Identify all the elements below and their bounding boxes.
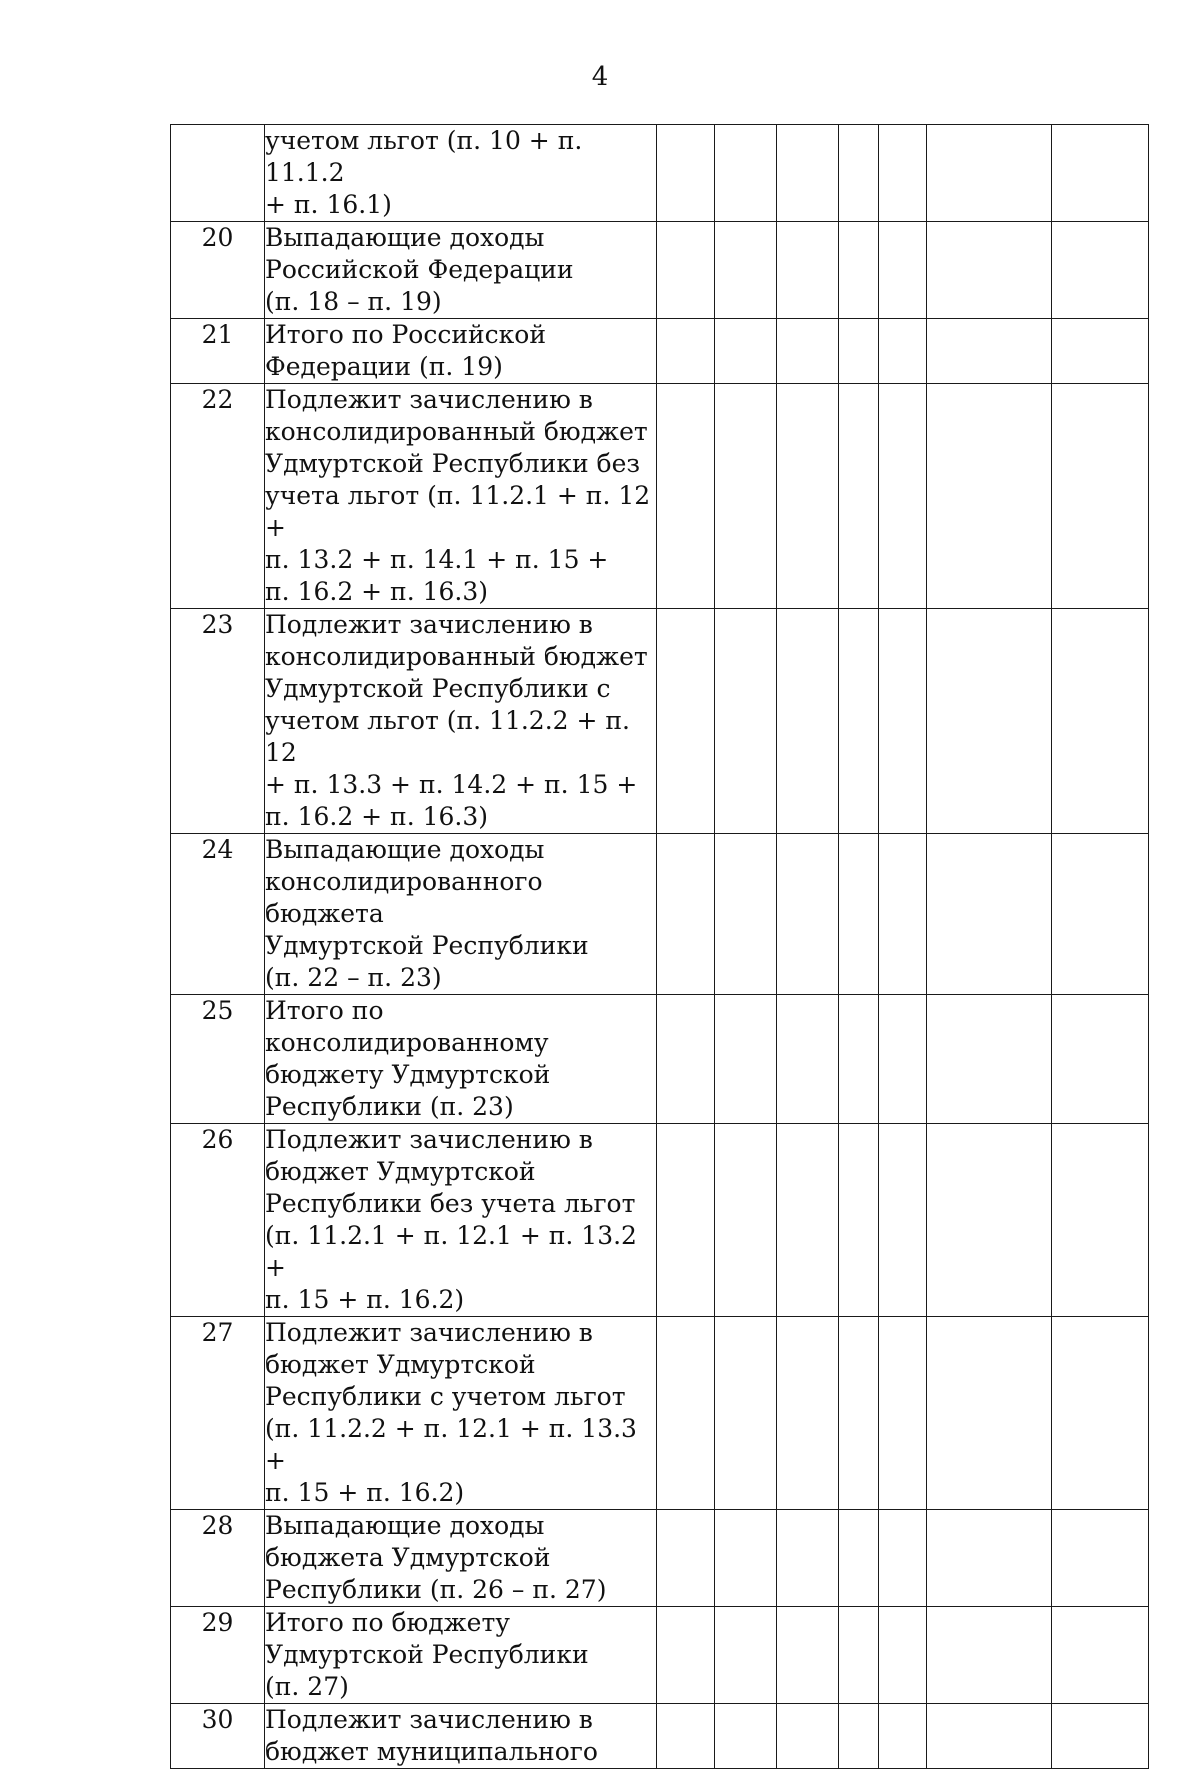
value-cell	[1052, 384, 1149, 609]
row-description	[265, 1704, 657, 1769]
value-cell	[879, 1607, 927, 1704]
row-description	[265, 609, 657, 834]
value-cell	[657, 834, 715, 995]
row-number: 28	[171, 1510, 265, 1607]
row-number: 30	[171, 1704, 265, 1769]
value-cell	[1052, 125, 1149, 222]
value-cell	[657, 1317, 715, 1510]
value-cell	[777, 995, 839, 1124]
value-cell	[777, 1510, 839, 1607]
row-number: 23	[171, 609, 265, 834]
value-cell	[927, 319, 1052, 384]
table-row	[171, 1510, 1149, 1607]
value-cell	[839, 1607, 879, 1704]
value-cell	[1052, 1124, 1149, 1317]
row-description-text: Подлежит зачислению в бюджет Удмуртской Республики без учета льгот (п. 11.2.1 + п. 12.1 + п. 13.2 + п. 15 + п. 16.2)	[265, 1125, 637, 1314]
value-cell	[879, 125, 927, 222]
value-cell	[879, 319, 927, 384]
table-row	[171, 125, 1149, 222]
value-cell	[927, 384, 1052, 609]
value-cell	[839, 319, 879, 384]
table-row	[171, 319, 1149, 384]
value-cell	[657, 1510, 715, 1607]
table-row	[171, 995, 1149, 1124]
table-row	[171, 1704, 1149, 1769]
value-cell	[657, 1124, 715, 1317]
value-cell	[839, 222, 879, 319]
row-number: 24	[171, 834, 265, 995]
row-description	[265, 995, 657, 1124]
value-cell	[927, 1704, 1052, 1769]
value-cell	[927, 834, 1052, 995]
value-cell	[657, 609, 715, 834]
value-cell	[1052, 1704, 1149, 1769]
value-cell	[777, 1607, 839, 1704]
value-cell	[1052, 995, 1149, 1124]
value-cell	[657, 1607, 715, 1704]
table-row	[171, 834, 1149, 995]
value-cell	[927, 1317, 1052, 1510]
value-cell	[879, 1510, 927, 1607]
row-number: 27	[171, 1317, 265, 1510]
value-cell	[1052, 834, 1149, 995]
value-cell	[839, 125, 879, 222]
value-cell	[715, 1510, 777, 1607]
row-description	[265, 1510, 657, 1607]
budget-table	[170, 124, 1149, 1769]
value-cell	[1052, 1317, 1149, 1510]
row-description-text: Выпадающие доходы бюджета Удмуртской Республики (п. 26 – п. 27)	[265, 1511, 607, 1604]
table-row	[171, 384, 1149, 609]
row-description-text: учетом льгот (п. 10 + п. 11.1.2 + п. 16.1)	[265, 126, 583, 219]
value-cell	[927, 1607, 1052, 1704]
value-cell	[879, 1317, 927, 1510]
value-cell	[715, 834, 777, 995]
row-description	[265, 1607, 657, 1704]
row-number: 21	[171, 319, 265, 384]
row-description-text: Выпадающие доходы Российской Федерации (п. 18 – п. 19)	[265, 223, 574, 316]
value-cell	[715, 1124, 777, 1317]
value-cell	[927, 1510, 1052, 1607]
value-cell	[1052, 1510, 1149, 1607]
value-cell	[1052, 319, 1149, 384]
value-cell	[1052, 222, 1149, 319]
value-cell	[777, 609, 839, 834]
value-cell	[777, 222, 839, 319]
row-description	[265, 125, 657, 222]
value-cell	[1052, 609, 1149, 834]
row-description	[265, 384, 657, 609]
value-cell	[879, 1704, 927, 1769]
value-cell	[715, 319, 777, 384]
row-description-text: Подлежит зачислению в консолидированный бюджет Удмуртской Республики без учета льгот (п. 11.2.1 + п. 12 + п. 13.2 + п. 14.1 + п. 15 + п. 16.2 + п. 16.3)	[265, 385, 651, 606]
value-cell	[777, 384, 839, 609]
row-description-text: Итого по консолидированному бюджету Удмуртской Республики (п. 23)	[265, 996, 551, 1121]
value-cell	[657, 1704, 715, 1769]
row-description-text: Подлежит зачислению в бюджет Удмуртской Республики с учетом льгот (п. 11.2.2 + п. 12.1 + п. 13.3 + п. 15 + п. 16.2)	[265, 1318, 637, 1507]
value-cell	[927, 609, 1052, 834]
page-number: 4	[591, 62, 609, 92]
value-cell	[777, 834, 839, 995]
row-number: 26	[171, 1124, 265, 1317]
row-description-text: Выпадающие доходы консолидированного бюджета Удмуртской Республики (п. 22 – п. 23)	[265, 835, 589, 992]
value-cell	[839, 1124, 879, 1317]
value-cell	[1052, 1607, 1149, 1704]
row-description-text: Подлежит зачислению в бюджет муниципального	[265, 1705, 598, 1766]
table-row	[171, 1317, 1149, 1510]
value-cell	[839, 384, 879, 609]
value-cell	[657, 319, 715, 384]
value-cell	[879, 384, 927, 609]
value-cell	[777, 1704, 839, 1769]
row-description	[265, 1124, 657, 1317]
row-number	[171, 125, 265, 222]
value-cell	[715, 1607, 777, 1704]
value-cell	[879, 609, 927, 834]
row-number: 25	[171, 995, 265, 1124]
value-cell	[657, 125, 715, 222]
row-number: 29	[171, 1607, 265, 1704]
row-description	[265, 834, 657, 995]
value-cell	[839, 995, 879, 1124]
row-number: 20	[171, 222, 265, 319]
value-cell	[839, 1704, 879, 1769]
value-cell	[839, 1317, 879, 1510]
value-cell	[839, 834, 879, 995]
table-row	[171, 1124, 1149, 1317]
value-cell	[839, 609, 879, 834]
value-cell	[715, 995, 777, 1124]
value-cell	[657, 995, 715, 1124]
table-row	[171, 1607, 1149, 1704]
table-row	[171, 222, 1149, 319]
value-cell	[777, 319, 839, 384]
value-cell	[657, 384, 715, 609]
value-cell	[777, 1124, 839, 1317]
value-cell	[927, 222, 1052, 319]
row-description	[265, 1317, 657, 1510]
value-cell	[927, 995, 1052, 1124]
table-body	[171, 125, 1149, 1769]
value-cell	[777, 125, 839, 222]
value-cell	[839, 1510, 879, 1607]
row-description-text: Итого по Российской Федерации (п. 19)	[265, 320, 546, 381]
value-cell	[927, 125, 1052, 222]
row-description-text: Итого по бюджету Удмуртской Республики (п. 27)	[265, 1608, 589, 1701]
value-cell	[777, 1317, 839, 1510]
value-cell	[879, 222, 927, 319]
value-cell	[715, 1317, 777, 1510]
value-cell	[657, 222, 715, 319]
value-cell	[715, 125, 777, 222]
value-cell	[879, 995, 927, 1124]
value-cell	[715, 1704, 777, 1769]
value-cell	[879, 1124, 927, 1317]
row-description	[265, 319, 657, 384]
value-cell	[715, 609, 777, 834]
row-description	[265, 222, 657, 319]
table-row	[171, 609, 1149, 834]
row-description-text: Подлежит зачислению в консолидированный бюджет Удмуртской Республики с учетом льгот (п. 11.2.2 + п. 12 + п. 13.3 + п. 14.2 + п. 15 + п. 16.2 + п. 16.3)	[265, 610, 648, 831]
value-cell	[715, 222, 777, 319]
value-cell	[879, 834, 927, 995]
value-cell	[927, 1124, 1052, 1317]
value-cell	[715, 384, 777, 609]
row-number: 22	[171, 384, 265, 609]
